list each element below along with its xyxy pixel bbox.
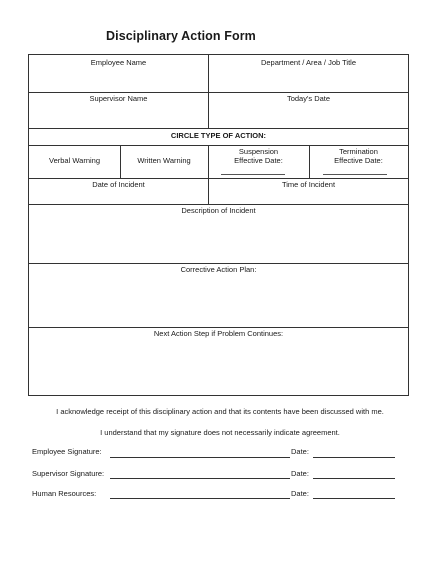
suspension-option[interactable]: Suspension bbox=[238, 147, 279, 156]
human-resources-signature-line[interactable] bbox=[110, 498, 290, 499]
employee-name-label: Employee Name bbox=[90, 58, 147, 67]
supervisor-signature-label: Supervisor Signature: bbox=[32, 469, 105, 478]
employee-date-label: Date: bbox=[291, 447, 309, 456]
acknowledgement-statement: I acknowledge receipt of this disciplinary action and that its contents have been discussed with me. bbox=[56, 407, 384, 416]
row-divider bbox=[29, 327, 408, 328]
human-resources-label: Human Resources: bbox=[32, 489, 97, 498]
termination-option[interactable]: Termination bbox=[339, 147, 378, 156]
form-title: Disciplinary Action Form bbox=[106, 29, 256, 43]
supervisor-date-line[interactable] bbox=[313, 478, 395, 479]
suspension-effective-date-label: Effective Date: bbox=[234, 156, 283, 165]
supervisor-name-label: Supervisor Name bbox=[89, 94, 148, 103]
agreement-disclaimer: I understand that my signature does not necessarily indicate agreement. bbox=[100, 428, 340, 437]
row-divider bbox=[29, 263, 408, 264]
todays-date-label: Today's Date bbox=[286, 94, 331, 103]
human-resources-date-line[interactable] bbox=[313, 498, 395, 499]
row-divider bbox=[29, 145, 408, 146]
employee-signature-line[interactable] bbox=[110, 457, 290, 458]
supervisor-date-label: Date: bbox=[291, 469, 309, 478]
employee-date-line[interactable] bbox=[313, 457, 395, 458]
date-of-incident-label: Date of Incident bbox=[92, 180, 145, 189]
action-type-header: CIRCLE TYPE OF ACTION: bbox=[170, 131, 267, 140]
description-of-incident-label: Description of Incident bbox=[181, 206, 256, 215]
written-warning-option[interactable]: Written Warning bbox=[137, 156, 191, 165]
time-of-incident-label: Time of Incident bbox=[281, 180, 336, 189]
suspension-date-blank[interactable] bbox=[221, 174, 285, 175]
row-divider bbox=[29, 128, 408, 129]
termination-date-blank[interactable] bbox=[323, 174, 387, 175]
verbal-warning-option[interactable]: Verbal Warning bbox=[49, 156, 100, 165]
disciplinary-form-table bbox=[28, 54, 409, 396]
termination-effective-date-label: Effective Date: bbox=[334, 156, 383, 165]
employee-signature-label: Employee Signature: bbox=[32, 447, 102, 456]
corrective-action-plan-label: Corrective Action Plan: bbox=[180, 265, 257, 274]
supervisor-signature-line[interactable] bbox=[110, 478, 290, 479]
department-job-title-label: Department / Area / Job Title bbox=[260, 58, 357, 67]
row-divider bbox=[29, 92, 408, 93]
row-divider bbox=[29, 178, 408, 179]
human-resources-date-label: Date: bbox=[291, 489, 309, 498]
row-divider bbox=[29, 204, 408, 205]
next-action-step-label: Next Action Step if Problem Continues: bbox=[153, 329, 284, 338]
